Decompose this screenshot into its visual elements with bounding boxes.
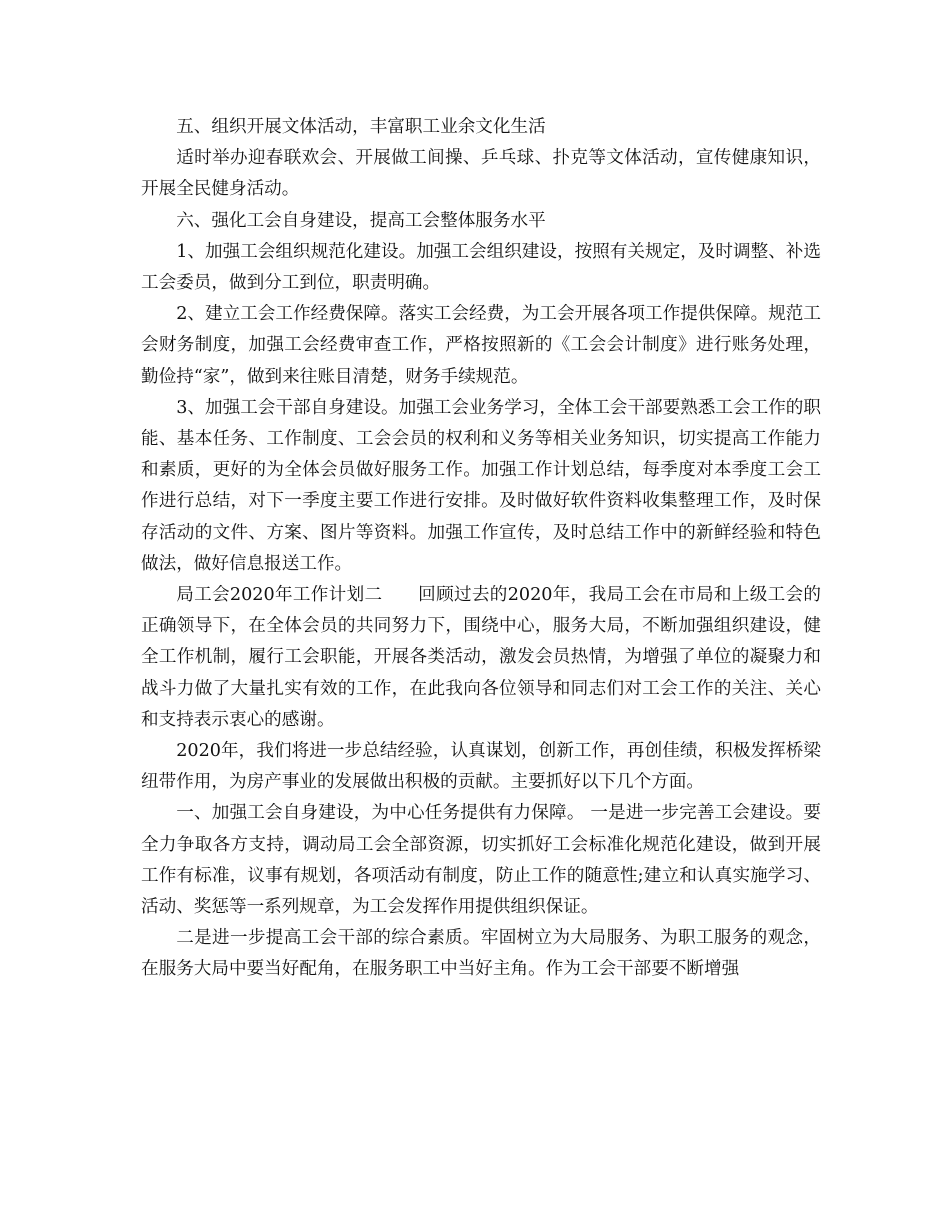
section-heading-5: 五、组织开展文体活动，丰富职工业余文化生活 (176, 117, 546, 137)
paragraph-item-2: 2、建立工会工作经费保障。落实工会经费，为工会开展各项工作提供保障。规范工会财务制度，加强工会经费审查工作，严格按照新的《工会会计制度》进行账务处理，勤俭持“家”，做到来往账目清楚，财务手续规范。 (141, 304, 821, 387)
paragraph-2020-overview: 2020年，我们将进一步总结经验，认真谋划，创新工作，再创佳绩，积极发挥桥梁纽带作用，为房产事业的发展做出积极的贡献。主要抓好以下几个方面。 (141, 741, 821, 793)
section-heading-6: 六、强化工会自身建设，提高工会整体服务水平 (176, 210, 546, 231)
document-body (141, 112, 821, 986)
paragraph-item-3: 3、加强工会干部自身建设。加强工会业务学习，全体工会干部要熟悉工会工作的职能、基本任务、工作制度、工会会员的权利和义务等相关业务知识，切实提高工作能力和素质，更好的为全体会员做好服务工作。加强工作计划总结，每季度对本季度工会工作进行总结，对下一季度主要工作进行安排。及时做好软件资料收集整理工作，及时保存活动的文件、方案、图片等资料。加强工作宣传，及时总结工作中的新鲜经验和特色做法，做好信息报送工作。 (141, 397, 821, 574)
paragraph-cultural-activities: 适时举办迎春联欢会、开展做工间操、乒乓球、扑克等文体活动，宣传健康知识，开展全民健身活动。 (141, 148, 821, 200)
paragraph-section-1: 一、加强工会自身建设，为中心任务提供有力保障。 一是进一步完善工会建设。要全力争取各方支持，调动局工会全部资源，切实抓好工会标准化规范化建设，做到开展工作有标准，议事有规划，各项活动有制度，防止工作的随意性;建立和认真实施学习、活动、奖惩等一系列规章，为工会发挥作用提供组织保证。 (141, 803, 821, 918)
paragraph-item-1: 1、加强工会组织规范化建设。加强工会组织建设，按照有关规定，及时调整、补选工会委员，做到分工到位，职责明确。 (141, 241, 821, 294)
paragraph-plan-two-intro: 局工会2020年工作计划二 回顾过去的2020年，我局工会在市局和上级工会的正确领导下，在全体会员的共同努力下，围绕中心，服务大局，不断加强组织建设，健全工作机制，履行工会职能，开展各类活动，激发会员热情，为增强了单位的凝聚力和战斗力做了大量扎实有效的工作，在此我向各位领导和同志们对工会工作的关注、关心和支持表示衷心的感谢。 (141, 585, 821, 730)
paragraph-cadre-quality: 二是进一步提高工会干部的综合素质。牢固树立为大局服务、为职工服务的观念，在服务大局中要当好配角，在服务职工中当好主角。作为工会干部要不断增强 (141, 928, 821, 980)
